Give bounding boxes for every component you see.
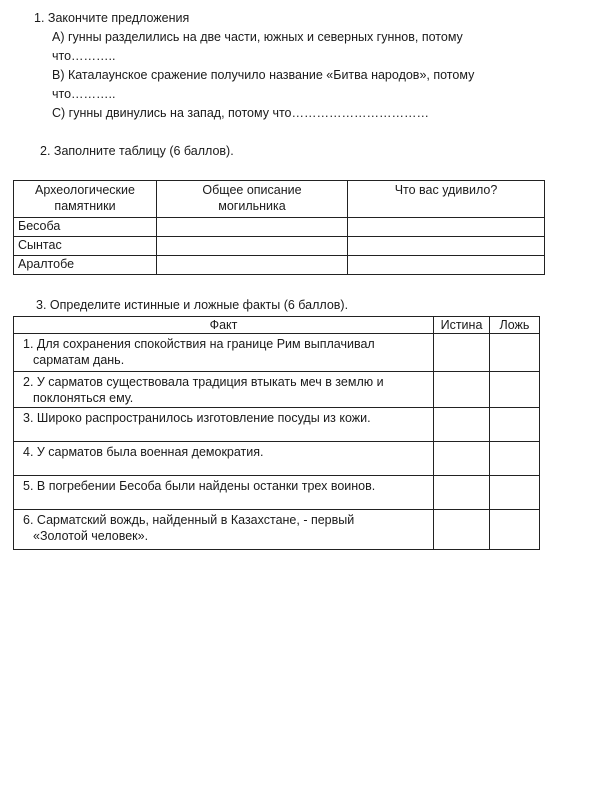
- monument-name: Бесоба: [14, 218, 157, 237]
- table-row: [14, 256, 545, 275]
- task3-title: 3. Определите истинные и ложные факты (6 баллов).: [36, 298, 349, 312]
- false-cell[interactable]: [490, 408, 540, 442]
- false-cell[interactable]: [490, 334, 540, 372]
- fact-line1: 4. У сарматов была военная демократия.: [23, 445, 264, 459]
- table-row: [14, 408, 540, 442]
- header-surprised-label: Что вас удивило?: [394, 183, 498, 197]
- fact-line1: 5. В погребении Бесоба были найдены останки трех воинов.: [23, 479, 376, 493]
- header-monuments-line1: Археологические: [35, 183, 135, 197]
- false-cell[interactable]: [490, 442, 540, 476]
- task1-item-a-line2: что………..: [52, 49, 116, 63]
- false-cell[interactable]: [490, 476, 540, 510]
- archaeology-table-header-row: [14, 181, 545, 218]
- description-cell[interactable]: [157, 256, 348, 275]
- true-cell[interactable]: [434, 442, 490, 476]
- true-cell[interactable]: [434, 334, 490, 372]
- fact-text: [14, 510, 434, 550]
- table-row: [14, 476, 540, 510]
- task2-title: 2. Заполните таблицу (6 баллов).: [40, 144, 234, 158]
- surprised-cell[interactable]: [348, 256, 545, 275]
- true-cell[interactable]: [434, 372, 490, 408]
- archaeology-table: [13, 180, 545, 275]
- false-cell[interactable]: [490, 510, 540, 550]
- fact-line1: 1. Для сохранения спокойствия на границе Рим выплачивал: [23, 337, 375, 351]
- header-monuments: [14, 181, 157, 218]
- fact-line2: сарматам дань.: [33, 353, 125, 367]
- task1-title: 1. Закончите предложения: [34, 11, 190, 25]
- facts-table-header-row: [14, 317, 540, 334]
- monument-name: Сынтас: [14, 237, 157, 256]
- true-cell[interactable]: [434, 476, 490, 510]
- false-cell[interactable]: [490, 372, 540, 408]
- surprised-cell[interactable]: [348, 237, 545, 256]
- task1-item-b-line2: что………..: [52, 87, 116, 101]
- fact-line1: 2. У сарматов существовала традиция втыкать меч в землю и: [23, 375, 384, 389]
- header-description-line2: могильника: [218, 199, 286, 213]
- facts-table: [13, 316, 540, 550]
- fact-line1: 3. Широко распространилось изготовление посуды из кожи.: [23, 411, 371, 425]
- table-row: [14, 237, 545, 256]
- header-description-line1: Общее описание: [202, 183, 302, 197]
- true-cell[interactable]: [434, 510, 490, 550]
- task1-item-a-line1: А) гунны разделились на две части, южных и северных гуннов, потому: [52, 30, 463, 44]
- fact-text: [14, 408, 434, 442]
- description-cell[interactable]: [157, 237, 348, 256]
- header-true: Истина: [434, 317, 490, 334]
- table-row: [14, 334, 540, 372]
- surprised-cell[interactable]: [348, 218, 545, 237]
- header-description: [157, 181, 348, 218]
- header-surprised: [348, 181, 545, 218]
- fact-line2: «Золотой человек».: [33, 529, 149, 543]
- fact-text: [14, 442, 434, 476]
- table-row: [14, 218, 545, 237]
- task1-item-b-line1: В) Каталаунское сражение получило название «Битва народов», потому: [52, 68, 475, 82]
- description-cell[interactable]: [157, 218, 348, 237]
- true-cell[interactable]: [434, 408, 490, 442]
- fact-text: [14, 334, 434, 372]
- table-row: [14, 510, 540, 550]
- fact-text: [14, 372, 434, 408]
- fact-line2: поклоняться ему.: [33, 391, 134, 405]
- header-false: Ложь: [490, 317, 540, 334]
- monument-name: Аралтобе: [14, 256, 157, 275]
- header-fact: Факт: [14, 317, 434, 334]
- header-monuments-line2: памятники: [54, 199, 116, 213]
- table-row: [14, 442, 540, 476]
- fact-line1: 6. Сарматский вождь, найденный в Казахстане, - первый: [23, 513, 355, 527]
- task1-item-c: С) гунны двинулись на запад, потому что……………………………: [52, 106, 430, 120]
- table-row: [14, 372, 540, 408]
- fact-text: [14, 476, 434, 510]
